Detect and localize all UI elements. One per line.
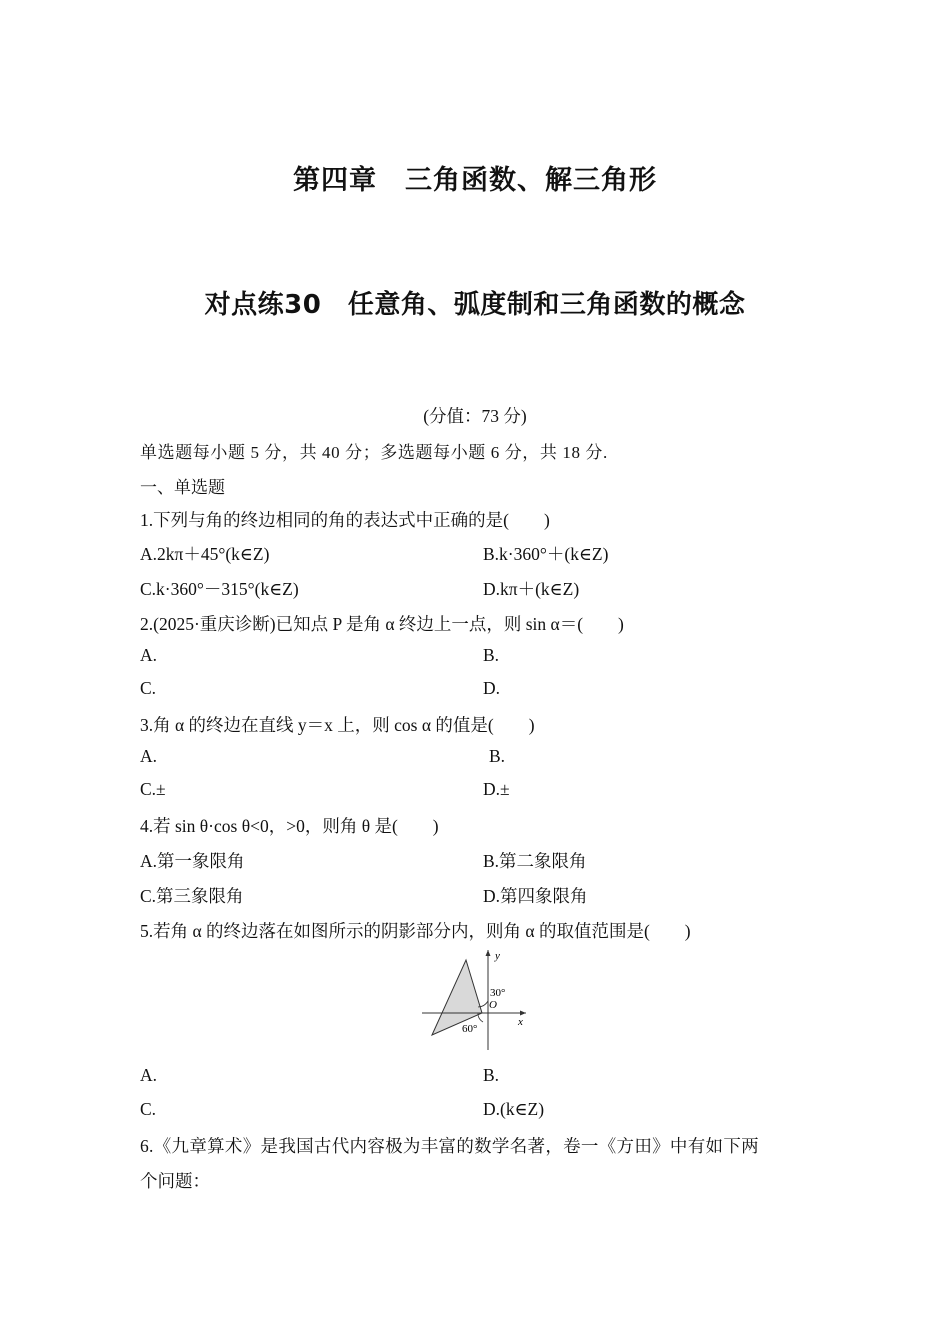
exercise-title: 对点练30 任意角、弧度制和三角函数的概念 (204, 290, 746, 320)
question-2-option-d: D. (483, 678, 501, 698)
question-3-option-d: D.± (483, 779, 510, 799)
question-4-option-a: A.第一象限角 (140, 851, 245, 871)
score-note: (分值：73 分) (423, 406, 527, 426)
label-y: y (495, 950, 500, 962)
question-5-option-a: A. (140, 1065, 158, 1085)
question-5-option-c: C. (140, 1099, 157, 1119)
question-1-stem: 1.下列与角的终边相同的角的表达式中正确的是( ) (140, 510, 550, 530)
label-angle-60: 60° (462, 1023, 478, 1035)
question-3-option-a: A. (140, 746, 158, 766)
question-5-stem: 5.若角 α 的终边落在如图所示的阴影部分内，则角 α 的取值范围是( ) (140, 921, 691, 941)
question-4-option-d: D.第四象限角 (483, 886, 588, 906)
question-3-option-b: B. (489, 746, 506, 766)
question-2-option-c: C. (140, 678, 157, 698)
question-6-stem-line-1: 6.《九章算术》是我国古代内容极为丰富的数学名著，卷一《方田》中有如下两 (140, 1136, 759, 1156)
question-2-option-b: B. (483, 645, 500, 665)
chapter-title: 第四章 三角函数、解三角形 (293, 165, 657, 196)
scoring-rule: 单选题每小题 5 分，共 40 分；多选题每小题 6 分，共 18 分. (140, 443, 608, 462)
question-2-option-a: A. (140, 645, 158, 665)
question-1-option-a: A.2kπ＋45°(k∈Z) (140, 544, 270, 564)
question-4-stem: 4.若 sin θ·cos θ<0，>0，则角 θ 是( ) (140, 816, 439, 836)
question-3-option-c: C.± (140, 779, 166, 799)
x-axis-arrow (520, 1011, 526, 1016)
label-x: x (518, 1016, 523, 1028)
question-5-option-d: D.(k∈Z) (483, 1099, 545, 1119)
label-angle-30: 30° (490, 987, 506, 999)
section-heading: 一、单选题 (140, 478, 225, 498)
question-3-stem: 3.角 α 的终边在直线 y＝x 上，则 cos α 的值是( ) (140, 715, 535, 735)
question-1-option-c: C.k·360°－315°(k∈Z) (140, 579, 299, 599)
question-4-option-c: C.第三象限角 (140, 886, 244, 906)
y-axis-arrow (486, 950, 491, 956)
question-5-option-b: B. (483, 1065, 500, 1085)
question-2-stem: 2.(2025·重庆诊断)已知点 P 是角 α 终边上一点，则 sin α＝( ) (140, 614, 624, 634)
label-origin: O (489, 999, 497, 1011)
question-6-stem-line-2: 个问题： (140, 1171, 210, 1191)
question-1-option-d: D.kπ＋(k∈Z) (483, 579, 580, 599)
question-4-option-b: B.第二象限角 (483, 851, 587, 871)
angle-region-figure (418, 946, 530, 1054)
question-1-option-b: B.k·360°＋(k∈Z) (483, 544, 609, 564)
